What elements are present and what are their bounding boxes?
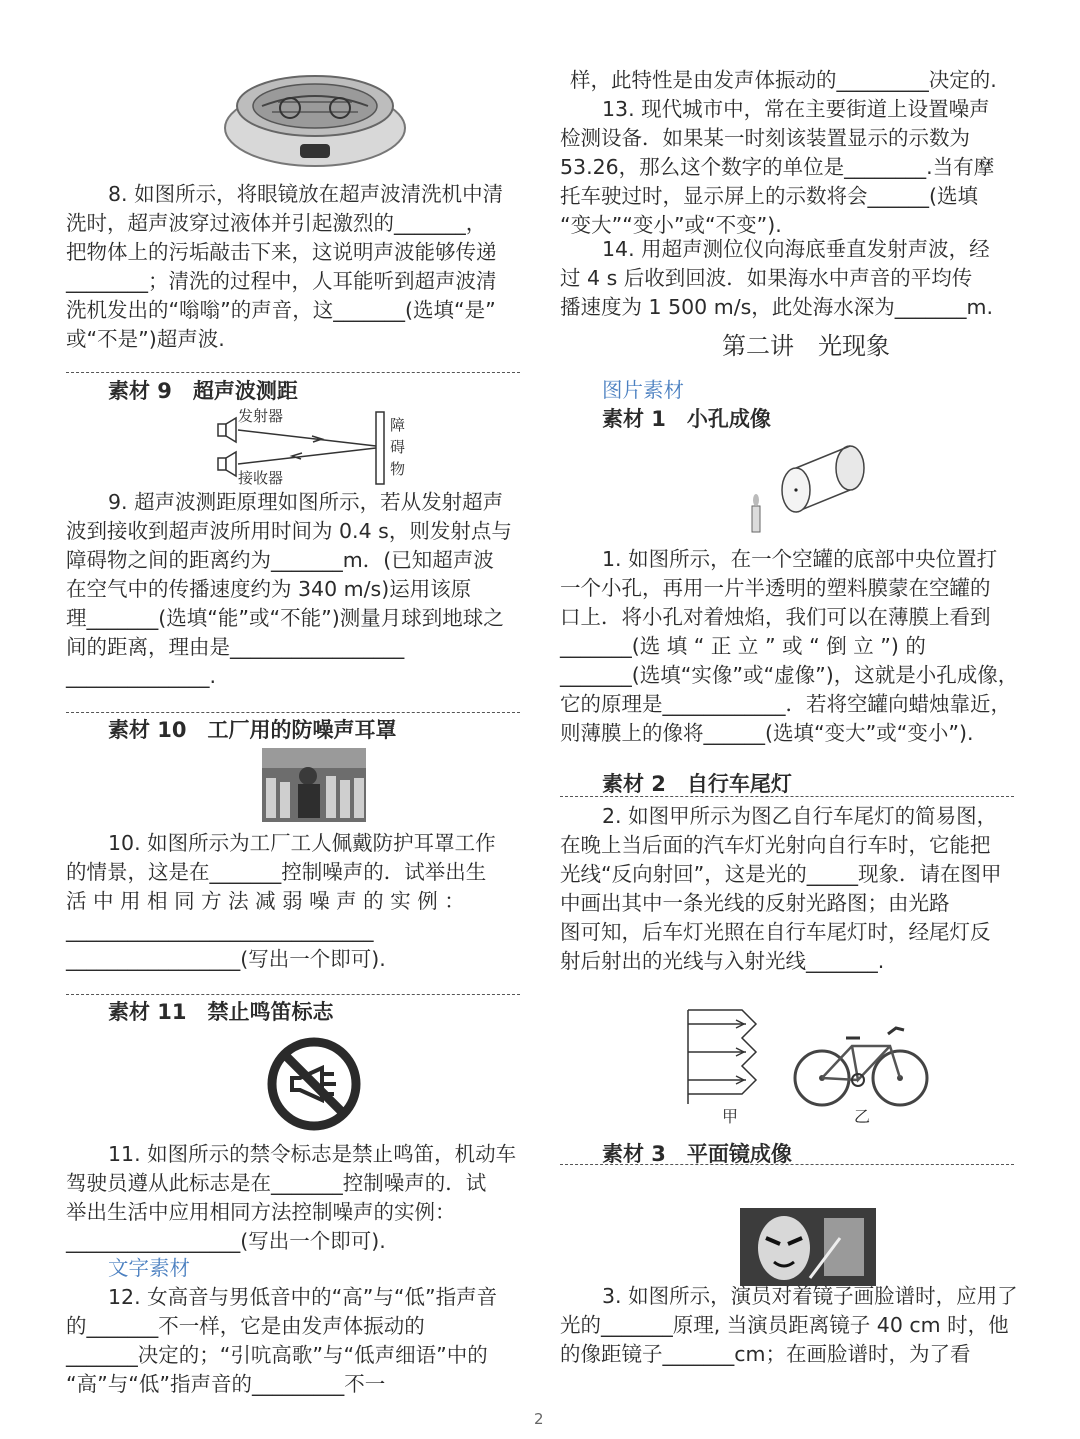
- q1-line: 一个小孔，再用一片半透明的塑料膜蒙在空罐的: [560, 576, 991, 600]
- q1-line: 它的原理是____________．若将空罐向蜡烛靠近，: [560, 692, 1011, 716]
- emitter-label: 发射器: [238, 407, 284, 425]
- q9-line: 在空气中的传播速度约为 340 m/s)运用该原: [66, 577, 472, 601]
- q13-line: 检测设备．如果某一时刻该装置显示的示数为: [560, 126, 970, 150]
- tail-light-diagram: [682, 1006, 778, 1130]
- obstacle-label: 碍: [390, 438, 406, 456]
- q9-line: 波到接收到超声波所用时间为 0.4 s，则发射点与: [66, 519, 512, 543]
- q14-line: 过 4 s 后收到回波．如果海水中声音的平均传: [560, 266, 973, 290]
- q8-line: 8. 如图所示，将眼镜放在超声波清洗机中清: [108, 182, 504, 206]
- q11-line: 11. 如图所示的禁令标志是禁止鸣笛，机动车: [108, 1142, 517, 1166]
- section-divider: [560, 796, 1014, 797]
- obstacle-label: 物: [390, 460, 406, 478]
- q11-line: 举出生活中应用相同方法控制噪声的实例：: [66, 1200, 456, 1224]
- section-divider: [560, 1164, 1014, 1165]
- q13-line: 13. 现代城市中，常在主要街道上设置噪声: [602, 97, 990, 121]
- q2-line: 图可知，后车灯光照在自行车尾灯时，经尾灯反: [560, 920, 991, 944]
- material-2-heading: 素材 2 自行车尾灯: [602, 772, 792, 796]
- material-11-heading: 素材 11 禁止鸣笛标志: [108, 1000, 334, 1024]
- obstacle-label: 障: [390, 416, 406, 434]
- q3-line: 的像距镜子_______cm；在画脸谱时，为了看: [560, 1342, 971, 1366]
- q14-line: 14. 用超声测位仪向海底垂直发射声波，经: [602, 237, 990, 261]
- ultrasonic-cleaner-image: [222, 66, 408, 170]
- q12-line: _______决定的；“引吭高歌”与“低声细语”中的: [66, 1343, 488, 1367]
- q12-line: “高”与“低”指声音的_________不一: [66, 1372, 386, 1396]
- q1-line: 1. 如图所示，在一个空罐的底部中央位置打: [602, 547, 998, 571]
- material-9-heading: 素材 9 超声波测距: [108, 379, 298, 403]
- q9-line: 间的距离，理由是_________________: [66, 635, 405, 659]
- bicycle-image: [792, 1020, 932, 1130]
- q12-continuation: 样，此特性是由发声体振动的_________决定的.: [570, 68, 997, 92]
- section-divider: [66, 712, 520, 713]
- q3-line: 光的_______原理, 当演员距离镜子 40 cm 时，他: [560, 1313, 1009, 1337]
- text-material-heading: 文字素材: [108, 1256, 190, 1280]
- q13-line: 53.26，那么这个数字的单位是________.当有摩: [560, 155, 995, 179]
- lecture-title: 第二讲 光现象: [722, 332, 890, 360]
- q2-line: 2. 如图甲所示为图乙自行车尾灯的简易图，: [602, 804, 998, 828]
- q9-line: 9. 超声波测距原理如图所示，若从发射超声: [108, 490, 504, 514]
- q1-line: 则薄膜上的像将______(选填“变大”或“变小”).: [560, 721, 974, 745]
- q2-line: 中画出其中一条光线的反射光路图；由光路: [560, 891, 950, 915]
- q10-line: 的情景，这是在_______控制噪声的．试举出生: [66, 860, 487, 884]
- section-divider: [66, 994, 520, 995]
- figure-yi-label: 乙: [854, 1107, 871, 1126]
- material-3-heading: 素材 3 平面镜成像: [602, 1142, 792, 1166]
- q10-line: ______________________________: [66, 918, 374, 942]
- q1-line: _______(选 填 “ 正 立 ” 或 “ 倒 立 ”) 的: [560, 634, 926, 658]
- material-1-heading: 素材 1 小孔成像: [602, 407, 771, 431]
- q12-line: 的_______不一样，它是由发声体振动的: [66, 1314, 425, 1338]
- q9-line: ______________.: [66, 664, 217, 688]
- page-number: 2: [534, 1410, 544, 1428]
- q8-line: ________；清洗的过程中，人耳能听到超声波清: [66, 269, 497, 293]
- q2-line: 在晚上当后面的汽车灯光射向自行车时，它能把: [560, 833, 991, 857]
- q2-line: 光线“反向射回”，这是光的_____现象．请在图甲: [560, 862, 1002, 886]
- q10-line: 活 中 用 相 同 方 法 减 弱 噪 声 的 实 例 ：: [66, 889, 465, 913]
- q10-line: _________________(写出一个即可).: [66, 947, 386, 971]
- q11-line: _________________(写出一个即可).: [66, 1229, 386, 1253]
- material-10-heading: 素材 10 工厂用的防噪声耳罩: [108, 718, 397, 742]
- q1-line: _______(选填“实像”或“虚像”)，这就是小孔成像，: [560, 663, 1019, 687]
- q9-line: 障碍物之间的距离约为_______m．(已知超声波: [66, 548, 494, 572]
- q8-line: 把物体上的污垢敲击下来，这说明声波能够传递: [66, 240, 497, 264]
- pinhole-camera-image: [740, 440, 872, 536]
- q9-line: 理_______(选填“能”或“不能”)测量月球到地球之: [66, 606, 504, 630]
- q3-line: 3. 如图所示，演员对着镜子画脸谱时，应用了: [602, 1284, 1018, 1308]
- q13-line: “变大”“变小”或“不变”).: [560, 213, 782, 237]
- q10-line: 10. 如图所示为工厂工人佩戴防护耳罩工作: [108, 831, 496, 855]
- q8-line: 或“不是”)超声波.: [66, 327, 225, 351]
- figure-jia-label: 甲: [722, 1107, 739, 1126]
- q13-line: 托车驶过时，显示屏上的示数将会______(选填: [560, 184, 978, 208]
- no-horn-sign-icon: [266, 1036, 362, 1132]
- receiver-label: 接收器: [238, 469, 284, 487]
- factory-worker-photo: [262, 748, 366, 822]
- face-painting-photo: [740, 1208, 876, 1286]
- q2-line: 射后射出的光线与入射光线_______.: [560, 949, 885, 973]
- section-divider: [66, 372, 520, 373]
- q8-line: 洗机发出的“嗡嗡”的声音，这_______(选填“是”: [66, 298, 496, 322]
- picture-material-heading: 图片素材: [602, 378, 684, 402]
- ultrasonic-ranging-diagram: [212, 408, 422, 490]
- q11-line: 驾驶员遵从此标志是在_______控制噪声的．试: [66, 1171, 487, 1195]
- q8-line: 洗时，超声波穿过液体并引起激烈的_______，: [66, 211, 487, 235]
- q14-line: 播速度为 1 500 m/s，此处海水深为_______m.: [560, 295, 994, 319]
- q1-line: 口上．将小孔对着烛焰，我们可以在薄膜上看到: [560, 605, 991, 629]
- q12-line: 12. 女高音与男低音中的“高”与“低”指声音: [108, 1285, 498, 1309]
